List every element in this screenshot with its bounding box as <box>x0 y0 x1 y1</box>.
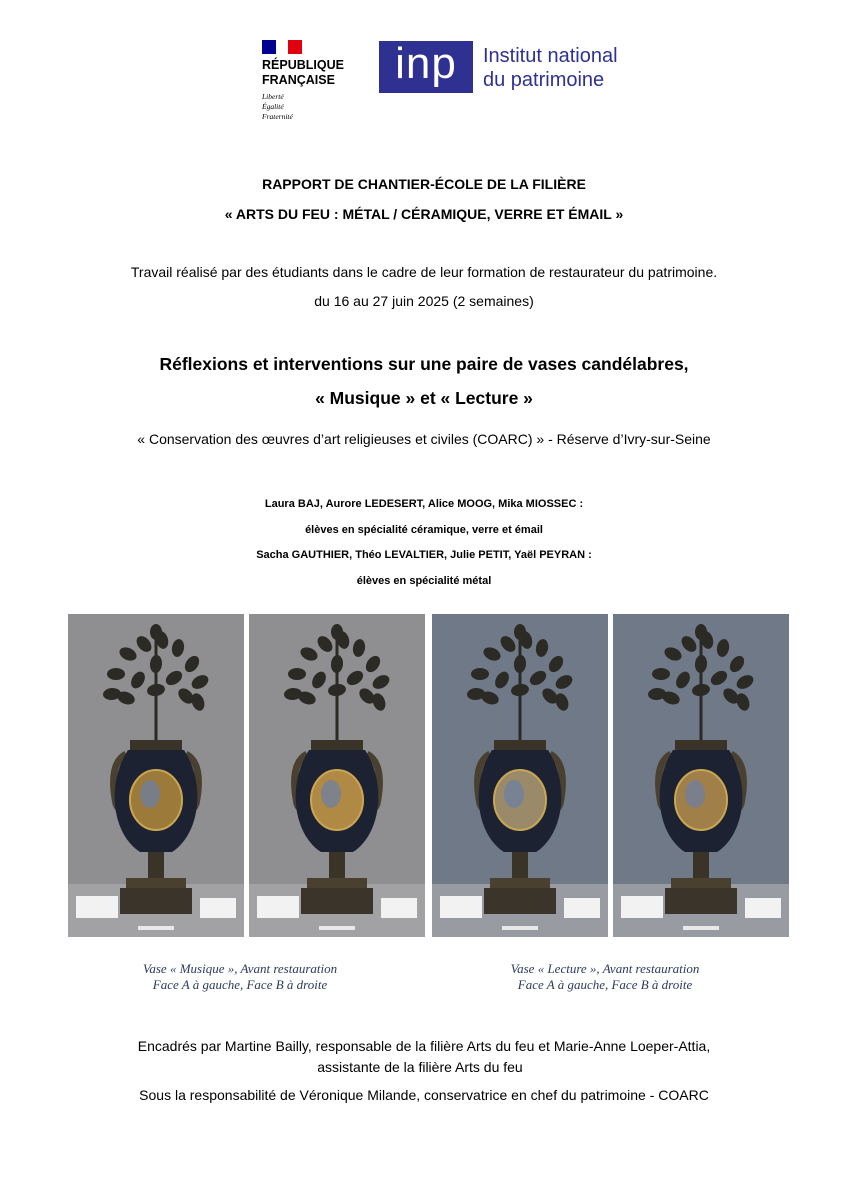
bouquet-leaf <box>471 668 489 680</box>
bouquet-bud <box>150 624 162 640</box>
report-title-line-2: « ARTS DU FEU : MÉTAL / CÉRAMIQUE, VERRE ET ÉMAIL » <box>224 206 624 222</box>
motto-liberte: Liberté <box>262 92 284 101</box>
subject-location: « Conservation des œuvres d’art religieuses et civiles (COARC) » - Réserve d’Ivry-sur-Seine <box>137 431 711 447</box>
medallion-figure <box>685 780 705 808</box>
students-group-2: Sacha GAUTHIER, Théo LEVALTIER, Julie PETIT, Yaël PEYRAN : <box>256 549 592 561</box>
caption-musique-line-1: Vase « Musique », Avant restauration <box>142 961 338 976</box>
vase-plinth <box>120 888 192 914</box>
bouquet-bud <box>695 624 707 640</box>
caption-musique <box>90 961 390 993</box>
intro-line-1: Travail réalisé par des étudiants dans le cadre de leur formation de restaurateur du patrimoine. <box>130 264 718 280</box>
bouquet-leaf <box>288 668 306 680</box>
inp-logo-text: inp <box>395 39 457 88</box>
photo-musique-face-a <box>68 614 244 937</box>
scale-bar <box>502 926 538 930</box>
scale-bar <box>319 926 355 930</box>
vase-rim <box>494 740 546 750</box>
motto-fraternite: Fraternité <box>262 112 293 121</box>
vase-foot <box>126 878 186 888</box>
vase-stem <box>329 852 345 878</box>
photo-lecture-face-b <box>613 614 789 937</box>
subject-line-2: « Musique » et « Lecture » <box>315 388 533 408</box>
vase-plinth <box>665 888 737 914</box>
inventory-tag-left <box>257 896 299 918</box>
motto-egalite: Égalité <box>262 102 284 111</box>
inp-institution-name <box>483 44 618 92</box>
vase-illustration <box>613 614 789 937</box>
medallion-figure <box>504 780 524 808</box>
caption-lecture-line-1: Vase « Lecture », Avant restauration <box>510 961 700 976</box>
students-group-2-role: élèves en spécialité métal <box>356 575 492 587</box>
footer-responsibility: Sous la responsabilité de Véronique Milande, conservatrice en chef du patrimoine - COARC <box>139 1087 709 1103</box>
photo-musique-face-b <box>249 614 425 937</box>
vase-plinth <box>484 888 556 914</box>
caption-musique-line-2: Face A à gauche, Face B à droite <box>152 977 328 992</box>
report-title-line-1: RAPPORT DE CHANTIER-ÉCOLE DE LA FILIÈRE <box>262 176 586 192</box>
inventory-tag-left <box>621 896 663 918</box>
scale-bar <box>683 926 719 930</box>
vase-foot <box>307 878 367 888</box>
inventory-tag-right <box>200 898 236 918</box>
vase-illustration <box>432 614 608 937</box>
marianne-flag-logo <box>262 40 302 54</box>
vase-stem <box>148 852 164 878</box>
caption-lecture-line-2: Face A à gauche, Face B à droite <box>517 977 693 992</box>
vase-rim <box>311 740 363 750</box>
inp-name-line-2: du patrimoine <box>483 69 605 91</box>
bouquet-bud <box>331 624 343 640</box>
republique-francaise-logo-text <box>262 58 344 88</box>
vase-illustration <box>249 614 425 937</box>
vase-foot <box>490 878 550 888</box>
intro-dates: du 16 au 27 juin 2025 (2 semaines) <box>314 293 534 309</box>
subject-line-1: Réflexions et interventions sur une paire de vases candélabres, <box>159 354 689 374</box>
photo-lecture-face-a <box>432 614 608 937</box>
caption-lecture <box>455 961 755 993</box>
scale-bar <box>138 926 174 930</box>
medallion-figure <box>140 780 160 808</box>
inventory-tag-left <box>440 896 482 918</box>
bouquet-bud <box>514 624 526 640</box>
inp-name-line-1: Institut national <box>483 45 618 67</box>
inventory-tag-right <box>381 898 417 918</box>
footer-supervision-line-1: Encadrés par Martine Bailly, responsable de la filière Arts du feu et Marie-Anne Loeper-Attia, <box>137 1038 711 1054</box>
rf-name-line-1: RÉPUBLIQUE <box>262 58 344 72</box>
vase-plinth <box>301 888 373 914</box>
inventory-tag-left <box>76 896 118 918</box>
vase-rim <box>675 740 727 750</box>
footer-supervision-line-2: assistante de la filière Arts du feu <box>317 1059 523 1075</box>
vase-illustration <box>68 614 244 937</box>
rf-name-line-2: FRANÇAISE <box>262 73 335 87</box>
students-group-1: Laura BAJ, Aurore LEDESERT, Alice MOOG, Mika MIOSSEC : <box>264 498 584 510</box>
students-group-1-role: élèves en spécialité céramique, verre et émail <box>305 524 543 536</box>
vase-rim <box>130 740 182 750</box>
vase-stem <box>512 852 528 878</box>
medallion-figure <box>321 780 341 808</box>
republique-motto <box>262 92 293 122</box>
vase-foot <box>671 878 731 888</box>
bouquet-leaf <box>107 668 125 680</box>
inventory-tag-right <box>745 898 781 918</box>
inventory-tag-right <box>564 898 600 918</box>
vase-stem <box>693 852 709 878</box>
bouquet-leaf <box>652 668 670 680</box>
